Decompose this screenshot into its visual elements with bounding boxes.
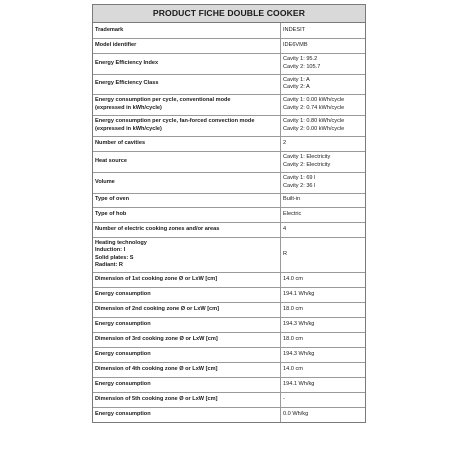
row-value <box>281 332 366 347</box>
table-row <box>93 332 365 347</box>
row-label-line: Number of cavities <box>95 139 146 146</box>
row-value <box>281 302 366 317</box>
row-label-line: Heat source <box>95 157 128 164</box>
row-label <box>93 53 281 74</box>
row-label-line: Energy consumption <box>95 290 151 297</box>
table-row <box>93 222 365 237</box>
page-title: PRODUCT FICHE DOUBLE COOKER <box>93 5 365 23</box>
row-label <box>93 317 281 332</box>
row-value <box>281 74 366 94</box>
table-row <box>93 237 365 272</box>
table-row <box>93 207 365 222</box>
row-label-line: Energy consumption per cycle, fan-forced convection mode <box>95 118 255 125</box>
row-label <box>93 222 281 237</box>
row-label-line: Solid plates: S <box>95 254 134 261</box>
row-label <box>93 94 281 115</box>
row-value-line: 4 <box>283 225 287 232</box>
row-value <box>281 347 366 362</box>
row-label-line: Dimension of 1st cooking zone Ø or LxW [cm] <box>95 275 218 282</box>
table-row <box>93 115 365 136</box>
row-label <box>93 23 281 38</box>
row-label-line: (expressed in kWh/cycle) <box>95 104 162 111</box>
row-value-line: 2 <box>283 139 287 146</box>
table-row <box>93 193 365 207</box>
row-value <box>281 272 366 287</box>
row-value <box>281 392 366 407</box>
row-value-line: IDE6VMB <box>283 41 308 48</box>
row-value <box>281 317 366 332</box>
row-label-line: Volume <box>95 178 115 185</box>
table-row <box>93 272 365 287</box>
row-label <box>93 237 281 272</box>
row-value <box>281 362 366 377</box>
row-value-line: Cavity 1: 95.2 <box>283 56 318 63</box>
row-label <box>93 347 281 362</box>
row-label <box>93 407 281 422</box>
row-label <box>93 136 281 151</box>
table-row <box>93 53 365 74</box>
row-value <box>281 237 366 272</box>
row-label-line: Dimension of 5th cooking zone Ø or LxW [cm] <box>95 395 218 402</box>
row-value <box>281 151 366 172</box>
table-row <box>93 347 365 362</box>
row-label-line: Energy Efficiency Index <box>95 59 159 66</box>
row-value <box>281 287 366 302</box>
row-label <box>93 302 281 317</box>
row-value-line: Cavity 1: A <box>283 76 310 83</box>
row-label <box>93 332 281 347</box>
row-value-line: 194.1 Wh/kg <box>283 380 315 387</box>
row-value-line: 194.3 Wh/kg <box>283 320 315 327</box>
table-row <box>93 136 365 151</box>
row-value-line: Cavity 1: 0.80 kWh/cycle <box>283 118 345 125</box>
table-row <box>93 23 365 38</box>
row-value <box>281 94 366 115</box>
table-row <box>93 38 365 53</box>
table-row <box>93 377 365 392</box>
row-value-line: 194.3 Wh/kg <box>283 350 315 357</box>
row-label-line: Energy consumption per cycle, conventional mode <box>95 97 231 104</box>
row-value-line: INDESIT <box>283 26 306 33</box>
row-label <box>93 172 281 193</box>
row-value-line: R <box>283 250 288 257</box>
row-label <box>93 207 281 222</box>
table-row <box>93 392 365 407</box>
row-label-line: Type of oven <box>95 196 130 203</box>
row-value <box>281 38 366 53</box>
row-label <box>93 272 281 287</box>
row-value-line: 194.1 Wh/kg <box>283 290 315 297</box>
row-value <box>281 222 366 237</box>
row-value-line: Cavity 2: Electricity <box>283 161 331 168</box>
table-row <box>93 172 365 193</box>
row-value-line: 18.0 cm <box>283 305 303 312</box>
row-label <box>93 392 281 407</box>
row-value-line: Cavity 2: A <box>283 84 310 90</box>
row-label-line: Energy Efficiency Class <box>95 80 159 87</box>
row-label-line: Model identifier <box>95 41 137 48</box>
row-label-line: Induction: I <box>95 247 126 254</box>
fiche-table-body <box>93 23 365 422</box>
row-label-line: Energy consumption <box>95 320 151 327</box>
row-value <box>281 407 366 422</box>
row-value <box>281 193 366 207</box>
row-label-line: Heating technology <box>95 240 147 247</box>
table-row <box>93 74 365 94</box>
row-label-line: Type of hob <box>95 210 127 217</box>
row-label <box>93 74 281 94</box>
table-row <box>93 362 365 377</box>
row-label <box>93 38 281 53</box>
table-row <box>93 287 365 302</box>
row-label-line: Trademark <box>95 26 124 33</box>
row-value-line: 18.0 cm <box>283 335 303 342</box>
row-value-line: 14.0 cm <box>283 275 303 282</box>
row-value-line: - <box>283 395 285 402</box>
row-value-line: Cavity 2: 0.00 kWh/cycle <box>283 125 345 132</box>
table-row <box>93 151 365 172</box>
row-label <box>93 287 281 302</box>
row-label-line: Dimension of 3rd cooking zone Ø or LxW [cm] <box>95 335 218 342</box>
row-value-line: Cavity 2: 105.7 <box>283 63 321 70</box>
fiche-table <box>93 23 365 422</box>
row-value <box>281 53 366 74</box>
row-value-line: Cavity 1: Electricity <box>283 154 331 161</box>
row-value-line: 14.0 cm <box>283 365 303 372</box>
row-value-line: Electric <box>283 210 302 217</box>
row-value-line: Cavity 2: 0.74 kWh/cycle <box>283 104 345 111</box>
row-label-line: Number of electric cooking zones and/or areas <box>95 225 220 232</box>
product-fiche <box>92 4 366 423</box>
row-label <box>93 115 281 136</box>
row-label-line: (expressed in kWh/cycle) <box>95 125 162 132</box>
table-row <box>93 94 365 115</box>
row-value-line: 0.0 Wh/kg <box>283 411 309 418</box>
row-label-line: Dimension of 4th cooking zone Ø or LxW [cm] <box>95 365 218 372</box>
row-value <box>281 23 366 38</box>
row-label-line: Radiant: R <box>95 261 123 268</box>
row-label <box>93 362 281 377</box>
row-value-line: Built-in <box>283 196 301 203</box>
row-label-line: Energy consumption <box>95 350 151 357</box>
row-value-line: Cavity 1: 0.00 kWh/cycle <box>283 97 345 104</box>
row-label <box>93 193 281 207</box>
row-value <box>281 115 366 136</box>
row-value <box>281 136 366 151</box>
table-row <box>93 317 365 332</box>
row-label <box>93 377 281 392</box>
table-row <box>93 407 365 422</box>
row-value <box>281 207 366 222</box>
row-label-line: Dimension of 2nd cooking zone Ø or LxW [cm] <box>95 305 219 312</box>
row-label-line: Energy consumption <box>95 411 151 418</box>
row-label-line: Energy consumption <box>95 380 151 387</box>
row-value-line: Cavity 1: 69 l <box>283 175 316 182</box>
row-label <box>93 151 281 172</box>
row-value <box>281 377 366 392</box>
table-row <box>93 302 365 317</box>
row-value-line: Cavity 2: 36 l <box>283 182 316 189</box>
row-value <box>281 172 366 193</box>
